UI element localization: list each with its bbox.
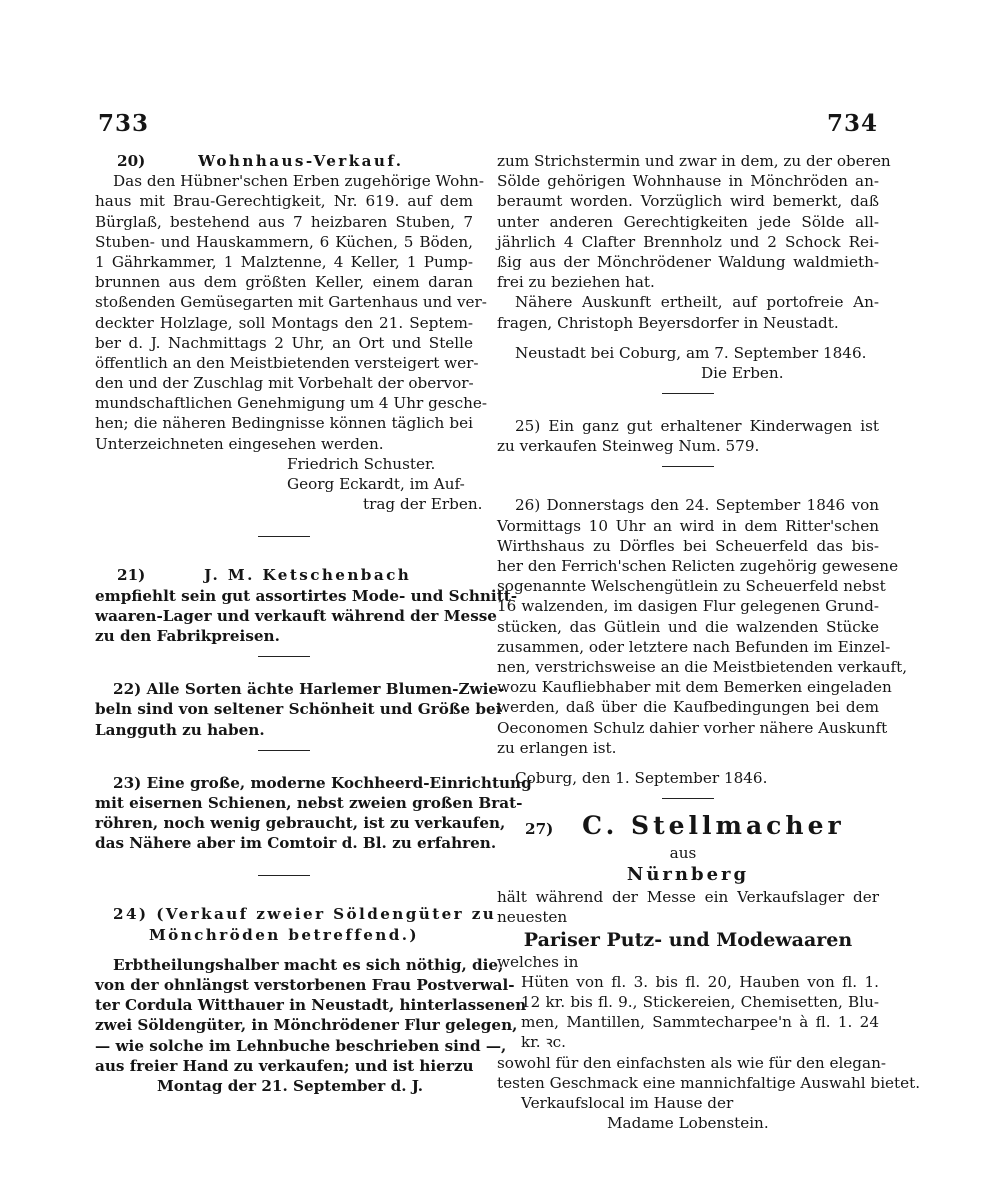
text-line: frei zu beziehen hat.	[497, 273, 655, 292]
ad-21	[95, 565, 518, 646]
text-line: 16 walzenden, im dasigen Flur gelegenen Grund-	[497, 597, 879, 616]
text-line: stoßenden Gemüsegarten mit Gartenhaus und ver-	[95, 293, 487, 312]
text-line: Stuben- und Hauskammern, 6 Küchen, 5 Böden,	[95, 232, 473, 251]
signature-line: Friedrich Schuster.	[287, 454, 436, 473]
ad-27	[497, 809, 921, 1133]
text-line: waaren-Lager und verkauft während der Messe	[95, 606, 497, 625]
ad-24-continued	[497, 151, 891, 383]
left-column	[95, 151, 532, 1096]
ad-24	[95, 904, 527, 1096]
ad-23	[95, 773, 532, 854]
text-line: 26) Donnerstags den 24. September 1846 von	[515, 496, 879, 515]
text-line: Oeconomen Schulz dahier vorher nähere Auskunft	[497, 718, 888, 737]
text-line: Montag der 21. September d. J.	[157, 1076, 424, 1095]
text-line: mundschaftlichen Genehmigung um 4 Uhr gesche-	[95, 394, 487, 413]
text-line: hen; die näheren Bedingnisse können täglich bei	[95, 414, 473, 433]
text-line: Bürglaß, bestehend aus 7 heizbaren Stuben, 7	[95, 212, 473, 231]
ad-title: Wohnhaus-Verkauf.	[198, 152, 404, 170]
ad-22	[95, 679, 505, 740]
text-line: Hüten von fl. 3. bis fl. 20, Hauben von fl. 1.	[521, 972, 879, 991]
text-line: zu verkaufen Steinweg Num. 579.	[497, 437, 760, 456]
text-line: Erbtheilungshalber macht es sich nöthig, die,	[113, 955, 504, 974]
text-line: ber d. J. Nachmittags 2 Uhr, an Ort und Stelle	[95, 333, 473, 352]
ad-number: 27)	[525, 820, 554, 839]
text-line: werden, daß über die Kaufbedingungen bei dem	[497, 698, 879, 717]
goods-title: Pariser Putz- und Modewaaren	[523, 928, 853, 951]
text-line: wozu Kaufliebhaber mit dem Bemerken eingeladen	[497, 678, 892, 697]
text-line: zwei Söldengüter, in Mönchrödener Flur gelegen,	[95, 1016, 518, 1035]
text-line: den und der Zuschlag mit Vorbehalt der obervor-	[95, 374, 474, 393]
text-line: neuesten	[497, 908, 568, 927]
text-line: her den Ferrich'schen Relicten zugehörig gewesene	[497, 557, 899, 575]
text-line: Vormittags 10 Uhr an wird in dem Ritter'schen	[497, 516, 879, 535]
city-name: Nürnberg	[626, 864, 750, 886]
ad-26	[497, 495, 908, 788]
text-line: zu erlangen ist.	[497, 738, 617, 757]
ad-20	[95, 151, 487, 514]
text-line: haus mit Brau-Gerechtigkeit, Nr. 619. auf dem	[95, 192, 473, 211]
text-line: fragen, Christoph Beyersdorfer in Neustadt.	[497, 313, 839, 332]
ad-number: 21)	[117, 566, 146, 585]
text-line: welches in	[497, 952, 579, 971]
text-line: 22) Alle Sorten ächte Harlemer Blumen-Zwie-	[113, 680, 505, 699]
text-line: aus freier Hand zu verkaufen; und ist hierzu	[95, 1056, 474, 1075]
text-line: ter Cordula Witthauer in Neustadt, hinterlassenen	[95, 996, 527, 1015]
page-number-right: 734	[826, 110, 878, 137]
text-line: 23) Eine große, moderne Kochheerd-Einrichtung	[113, 773, 532, 792]
text-line: unter anderen Gerechtigkeiten jede Sölde all-	[497, 212, 879, 231]
text-line: nen, verstrichsweise an die Meistbietenden verkauft,	[497, 657, 908, 676]
text-line: testen Geschmack eine mannichfaltige Auswahl bietet.	[497, 1073, 921, 1092]
text-line: Nähere Auskunft ertheilt, auf portofreie An-	[515, 293, 879, 312]
merchant-name: C. Stellmacher	[582, 811, 845, 841]
ad-heading	[95, 151, 473, 171]
ad-25	[497, 416, 879, 456]
text-line: zum Strichstermin und zwar in dem, zu der oberen	[497, 152, 891, 170]
text-line: Das den Hübner'schen Erben zugehörige Wohn-	[113, 172, 484, 191]
ad-heading	[95, 565, 473, 585]
text-line: Langguth zu haben.	[95, 720, 265, 739]
signature-line: trag der Erben.	[363, 495, 483, 514]
text-line: von der ohnlängst verstorbenen Frau Postverwal-	[95, 976, 515, 994]
text-line: Unterzeichneten eingesehen werden.	[95, 434, 384, 453]
text-line: zusammen, oder letztere nach Befunden im Einzel-	[497, 637, 891, 656]
text-line: stücken, das Gütlein und die walzenden Stücke	[497, 617, 879, 636]
text-line: brunnen aus dem größten Keller, einem daran	[95, 273, 473, 292]
signature-line: Georg Eckardt, im Auf-	[287, 475, 465, 493]
text-line: 25) Ein ganz gut erhaltener Kinderwagen ist	[515, 417, 879, 436]
place-date: Neustadt bei Coburg, am 7. September 1846.	[515, 343, 867, 362]
text-line: 12 kr. bis fl. 9., Stickereien, Chemisetten, Blu-	[521, 993, 879, 1011]
place-date: Coburg, den 1. September 1846.	[515, 768, 768, 787]
text-line: sowohl für den einfachsten als wie für den elegan-	[497, 1053, 886, 1072]
ad-number: 20)	[117, 152, 146, 170]
right-column	[497, 151, 921, 1133]
text-line: hält während der Messe ein Verkaufslager der	[497, 888, 879, 907]
shop-owner: Madame Lobenstein.	[607, 1114, 769, 1133]
text-line: mit eisernen Schienen, nebst zweien großen Brat-	[95, 793, 523, 812]
text-line: sogenannte Welschengütlein zu Scheuerfeld nebst	[497, 577, 886, 596]
text-line: Wirthshaus zu Dörfles bei Scheuerfeld das bis-	[497, 536, 879, 555]
signature-line: Die Erben.	[701, 363, 784, 382]
ad-heading: Mönchröden betreffend.)	[148, 925, 420, 944]
text-line: Sölde gehörigen Wohnhause in Mönchröden an-	[497, 172, 879, 191]
text-line: — wie solche im Lehnbuche beschrieben sind —,	[95, 1036, 507, 1055]
ad-heading	[497, 809, 879, 843]
text-line: röhren, noch wenig gebraucht, ist zu verkaufen,	[95, 814, 506, 833]
text-line: beln sind von seltener Schönheit und Größe bei	[95, 700, 502, 719]
text-line: öffentlich an den Meistbietenden versteigert wer-	[95, 353, 479, 372]
text-line: zu den Fabrikpreisen.	[95, 626, 280, 645]
text-line: jährlich 4 Clafter Brennholz und 2 Schock Rei-	[497, 232, 879, 251]
text-line: deckter Holzlage, soll Montags den 21. Septem-	[95, 313, 473, 332]
text-line: ßig aus der Mönchrödener Waldung waldmieth-	[497, 252, 879, 271]
ad-heading: 24) (Verkauf zweier Söldengüter zu	[113, 905, 497, 924]
merchant-name: J. M. Ketschenbach	[204, 566, 412, 585]
text-line: Verkaufslocal im Hause der	[521, 1093, 734, 1112]
text-line: 1 Gährkammer, 1 Malztenne, 4 Keller, 1 Pump-	[95, 252, 473, 271]
text-line: kr. ꝛc.	[521, 1033, 566, 1052]
aus-label: aus	[669, 844, 697, 863]
text-line: beraumt worden. Vorzüglich wird bemerkt, daß	[497, 192, 879, 211]
text-line: men, Mantillen, Sammtecharpee'n à fl. 1. 24	[521, 1013, 879, 1032]
page-number-left: 733	[98, 110, 150, 137]
text-line: empfiehlt sein gut assortirtes Mode- und Schnitt-	[95, 586, 518, 605]
text-line: das Nähere aber im Comtoir d. Bl. zu erfahren.	[95, 834, 497, 853]
